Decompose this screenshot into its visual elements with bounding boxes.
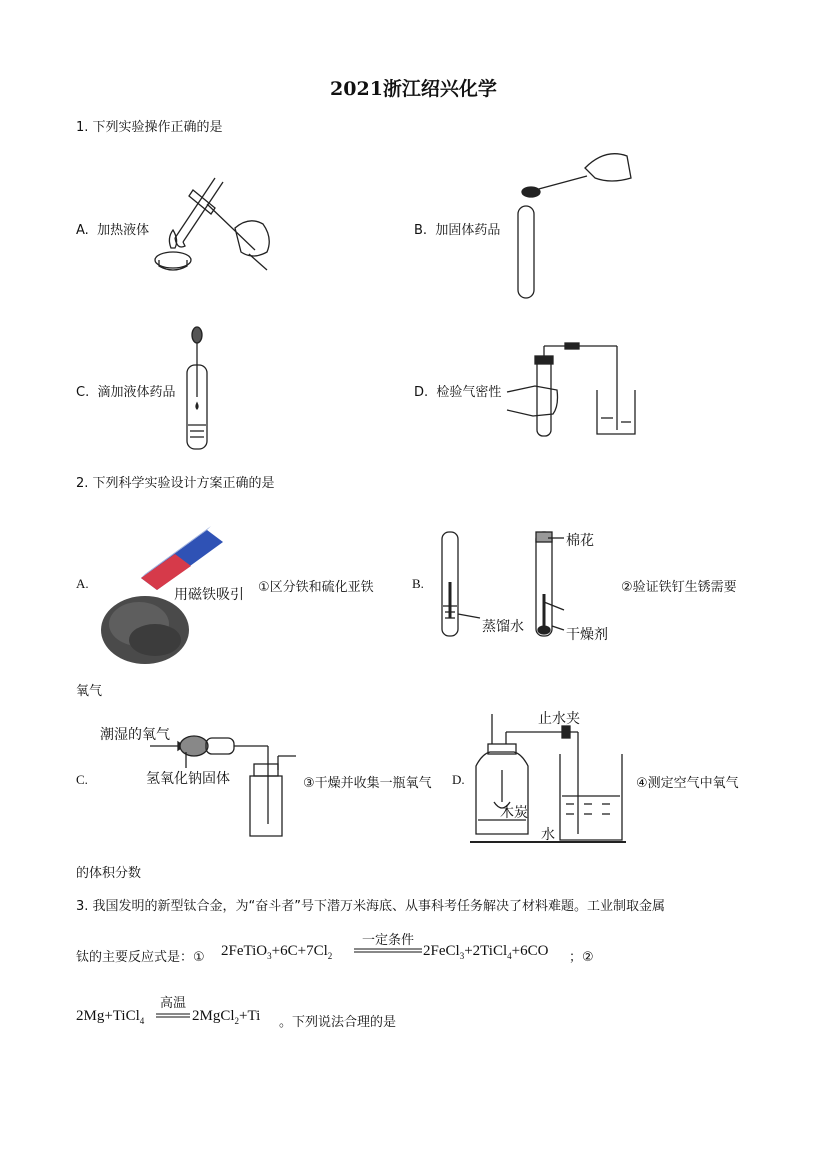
option-key: C. — [76, 385, 90, 400]
option-text: 加热液体 — [97, 223, 150, 238]
airtightness-test-illustration — [505, 340, 640, 440]
option-text: 检验气密性 — [436, 385, 502, 400]
q1-option-d[interactable] — [414, 381, 501, 400]
water-clamp-label: 止水夹 — [538, 711, 580, 727]
q3-stem-line2: 钛的主要反应式是：① — [76, 950, 205, 965]
sodium-hydroxide-label: 氢氧化钠固体 — [146, 771, 230, 787]
q1-stem: 1. 下列实验操作正确的是 — [76, 120, 223, 135]
q1-option-a[interactable] — [76, 219, 149, 238]
equation-2-condition: 高温 — [159, 996, 186, 1011]
q2-stem: 2. 下列科学实验设计方案正确的是 — [76, 476, 275, 491]
equals-sign-icon — [156, 1013, 190, 1019]
q2-option-a-key[interactable]: A. — [76, 576, 89, 591]
equation-1-reactants: $2FeTiO_3+6C+7Cl_2$ — [221, 943, 333, 961]
adding-liquid-illustration — [185, 325, 215, 453]
cotton-label: 棉花 — [566, 533, 594, 549]
adding-solid-illustration — [515, 148, 635, 303]
q2-option-a-text: ①区分铁和硫化亚铁 — [258, 580, 374, 595]
option-text: 滴加液体药品 — [97, 385, 176, 400]
q3-reaction-1 — [76, 930, 776, 970]
q2-option-d-text-wrap: 的体积分数 — [76, 866, 142, 881]
heating-liquid-illustration — [145, 168, 285, 278]
q2-option-d-key[interactable]: D. — [452, 772, 465, 787]
water-label: 水 — [541, 827, 555, 843]
q3-stem-line3: 。下列说法合理的是 — [279, 1015, 397, 1030]
charcoal-label: 木炭 — [500, 805, 528, 821]
q1-option-b[interactable] — [414, 219, 500, 238]
q3-separator: ；② — [569, 950, 594, 965]
equation-1-products: 2FeCl$_3$+2TiCl$_4$+6CO — [423, 943, 549, 961]
q2-option-b-text: ②验证铁钉生锈需要 — [621, 580, 737, 595]
q3-stem-line1: 3. 我国发明的新型钛合金，为“奋斗者”号下潜万米海底、从事科考任务解决了材料难题。工业制取金属 — [76, 899, 666, 914]
equals-sign-icon — [354, 948, 422, 954]
moist-oxygen-label: 潮湿的氧气 — [100, 727, 170, 743]
magnet-label: 用磁铁吸引 — [174, 587, 244, 603]
option-key: D. — [414, 385, 429, 400]
page-title: 2021浙江绍兴化学 — [330, 78, 497, 100]
q3-reaction-2 — [76, 995, 776, 1035]
desiccant-label: 干燥剂 — [566, 627, 608, 643]
q2-option-c-text: ③干燥并收集一瓶氧气 — [303, 776, 432, 791]
equation-2-reactants: 2Mg+TiCl$_4$ — [76, 1008, 145, 1026]
distilled-water-label: 蒸馏水 — [482, 619, 524, 635]
q1-option-c[interactable] — [76, 381, 176, 400]
q2-option-b-text-wrap: 氧气 — [76, 684, 103, 699]
option-text: 加固体药品 — [435, 223, 501, 238]
q2-option-c-key[interactable]: C. — [76, 772, 88, 787]
option-key: A. — [76, 223, 89, 238]
equation-1-condition: 一定条件 — [361, 933, 414, 948]
equation-2-products: 2MgCl$_2$+Ti — [192, 1008, 261, 1026]
q2-option-b-key[interactable]: B. — [412, 576, 424, 591]
q2-option-d-text: ④测定空气中氧气 — [636, 776, 739, 791]
option-key: B. — [414, 223, 428, 238]
